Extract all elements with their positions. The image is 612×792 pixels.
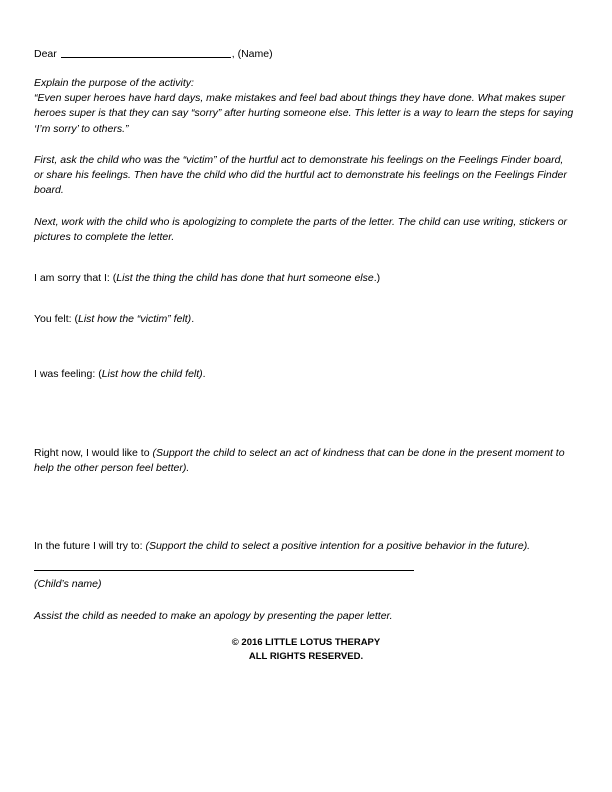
- copyright-line-2: ALL RIGHTS RESERVED.: [248, 651, 364, 663]
- step-first: First, ask the child who was the “victim” of the hurtful act to demonstrate his feelings on the Feelings Finder board, or share his feelings. Then have the child who did the hurtful act to demonstrate his feelings on the Feelings Finder board.: [34, 153, 567, 197]
- spacer: [34, 199, 580, 215]
- salutation-suffix: , (Name): [231, 48, 273, 60]
- prompt-tail: .: [191, 313, 195, 326]
- signature-line[interactable]: [34, 569, 414, 571]
- salutation-line: [34, 46, 580, 60]
- prompt-label: I am sorry that I: (: [34, 271, 117, 284]
- spacer: [34, 435, 580, 446]
- prompt-label: I was feeling: (: [34, 368, 102, 381]
- prompt-hint: (Support the child to select an act of kindness that can be done in the present moment to help the other person feel better).: [34, 446, 565, 474]
- purpose-heading: Explain the purpose of the activity:: [34, 77, 194, 89]
- spacer: [34, 286, 580, 312]
- copyright-footer: [0, 636, 612, 665]
- prompt-hint: List how the “victim” felt): [77, 313, 192, 326]
- prompt-label: You felt: (: [34, 313, 78, 326]
- prompt-label: In the future I will try to:: [34, 540, 146, 553]
- salutation-prefix: Dear: [34, 48, 57, 60]
- prompt-label: Right now, I would like to: [34, 446, 153, 459]
- prompt-sorry: [34, 271, 580, 286]
- prompt-right-now: [34, 446, 574, 476]
- spacer: [34, 476, 580, 528]
- spacer: [34, 554, 580, 565]
- prompt-tail: .): [373, 271, 381, 284]
- prompt-in-the-future: [34, 539, 574, 554]
- assist-note: Assist the child as needed to make an apology by presenting the paper letter.: [34, 610, 393, 623]
- prompt-i-was-feeling: [34, 367, 580, 382]
- prompt-you-felt: [34, 312, 580, 327]
- prompt-hint: (Support the child to select a positive intention for a positive behavior in the future).: [145, 540, 531, 553]
- prompt-tail: .: [202, 368, 206, 381]
- prompt-hint: List the thing the child has done that hurt someone else: [116, 271, 374, 284]
- step-next: Next, work with the child who is apologizing to complete the parts of the letter. The child can use writing, stickers or pictures to complete the letter.: [34, 215, 568, 243]
- spacer: [34, 327, 580, 367]
- spacer: [34, 528, 580, 539]
- copyright-line-1: © 2016 LITTLE LOTUS THERAPY: [231, 637, 381, 648]
- prompt-hint: List how the child felt): [101, 368, 203, 381]
- spacer: [34, 245, 580, 271]
- signature-caption: (Child’s name): [34, 578, 102, 591]
- document-body: [34, 46, 580, 622]
- spacer: [34, 60, 580, 76]
- name-blank-field[interactable]: [61, 46, 231, 58]
- spacer: [34, 137, 580, 153]
- spacer: [34, 383, 580, 435]
- purpose-quote: “Even super heroes have hard days, make mistakes and feel bad about things they have done. What makes super heroes super is that they can say “sorry” after hurting someone else. This letter is a way to learn the steps for saying ‘I’m sorry’ to others.”: [34, 92, 574, 135]
